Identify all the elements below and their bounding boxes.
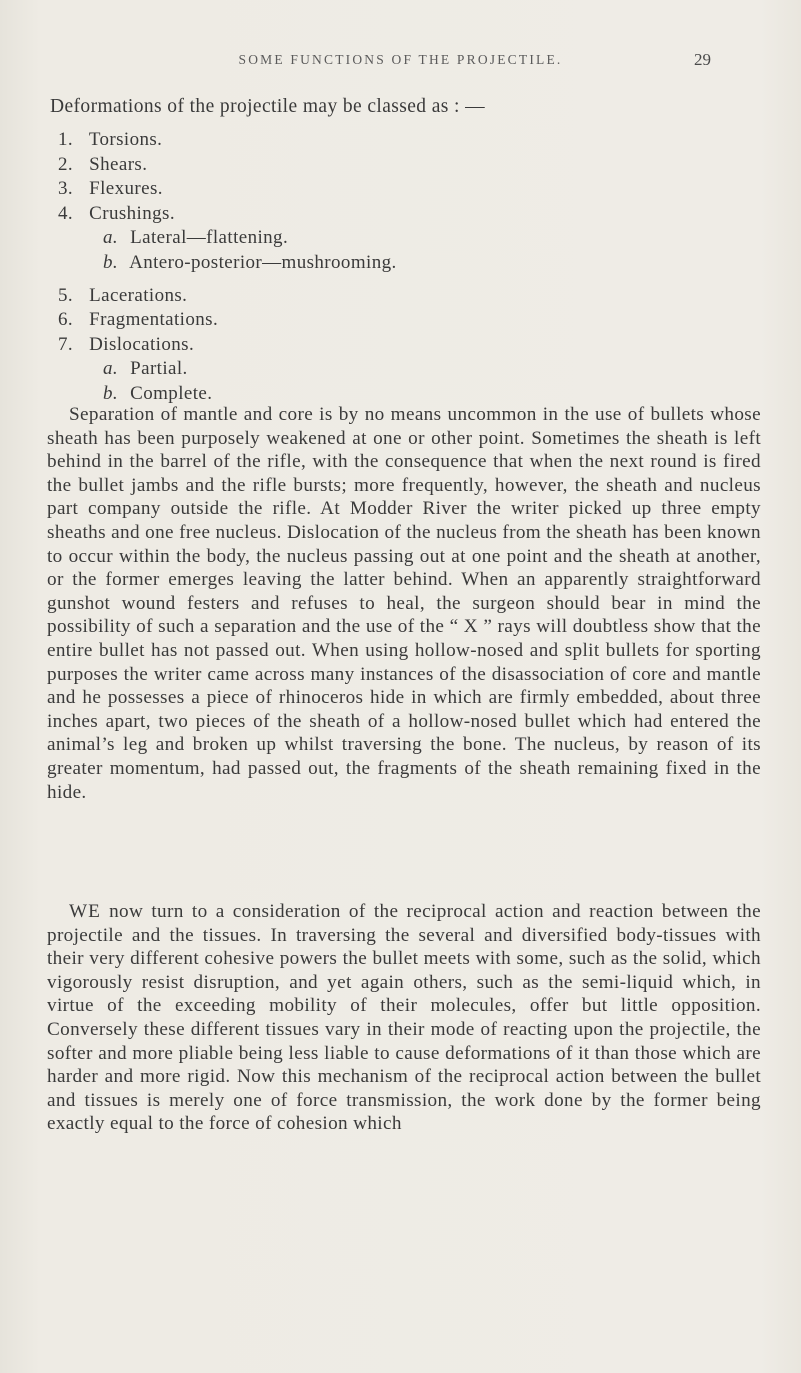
list-letter: a. [103, 358, 119, 380]
running-title: SOME FUNCTIONS OF THE PROJECTILE. [238, 52, 563, 67]
list-item [58, 153, 738, 178]
list-letter: a. [103, 227, 119, 249]
body-paragraph-separation: Separation of mantle and core is by no means uncommon in the use of bullets whose sheath has been purposely weakened at one or other point. Sometimes the sheath is left behind in the barrel of the rifle, with the consequence that when the next round is fired the bullet jambs and the rifle bursts; more frequently, however, the sheath and nucleus part company outside the rifle. At Modder River the writer picked up three empty sheaths and one free nucleus. Dislocation of the nucleus from the sheath has been known to occur within the body, the nucleus passing out at one point and the sheath at another, or the former emerges leaving the latter behind. When an apparently straightforward gunshot wound festers and refuses to heal, the surgeon should bear in mind the possibility of such a separation and the use of the “ X ” rays will doubtless show that the entire bullet has not passed out. When using hollow-nosed and split bullets for sporting purposes the writer came across many instances of the disassociation of core and mantle and he possesses a piece of rhinoceros hide in which are firmly embedded, about three inches apart, two pieces of the sheath of a hollow-nosed bullet which had entered the animal’s leg and broken up whilst traversing the bone. The nucleus, by reason of its greater momentum, had passed out, the fragments of the sheath remaining fixed in the hide. [47, 404, 761, 803]
list-label: Shears. [89, 153, 148, 175]
list-subitem [58, 251, 738, 276]
list-label: Lacerations. [89, 284, 188, 306]
list-item [58, 284, 738, 309]
list-letter: b. [103, 382, 119, 404]
list-label: Partial. [130, 358, 188, 380]
list-item [58, 202, 738, 227]
list-subitem [58, 226, 738, 251]
list-item [58, 128, 738, 153]
list-number: 5. [58, 284, 74, 306]
list-number: 2. [58, 153, 74, 175]
list-label: Crushings. [89, 202, 175, 224]
list-letter: b. [103, 251, 119, 273]
list-subitem [58, 357, 738, 382]
paragraph-lead-word: WE [69, 901, 101, 922]
list-number: 1. [58, 129, 74, 150]
page-number: 29 [694, 50, 711, 69]
list-number: 4. [58, 202, 74, 224]
paragraph-body-text: now turn to a consideration of the reciprocal action and reaction between the projectile and the tissues. In traversing the several and diversified body-tissues with their very different cohesive powers the bullet meets with some, such as the solid, which vigorously resist disruption, and yet again others, such as the semi-liquid which, in virtue of the exceeding mobility of their molecules, offer but little opposition. Conversely these different tissues vary in their mode of reacting upon the projectile, the softer and more pliable being less liable to cause deformations of it than those which are harder and more rigid. Now this mechanism of the reciprocal action between the bullet and tissues is merely one of force transmission, the work done by the former being exactly equal to the force of cohesion which [47, 901, 761, 1135]
list-number: 6. [58, 309, 74, 331]
list-label: Complete. [130, 382, 213, 404]
body-paragraph-reciprocal-action [47, 900, 761, 1136]
running-head [0, 52, 801, 82]
list-label: Antero-posterior—mushrooming. [129, 251, 397, 273]
list-label: Lateral—flattening. [130, 227, 289, 249]
list-label: Fragmentations. [89, 309, 219, 331]
list-intro: Deformations of the projectile may be classed as : — [50, 96, 486, 117]
list-label: Torsions. [88, 129, 163, 150]
list-number: 3. [58, 178, 74, 200]
deformation-list [58, 128, 738, 407]
list-item [58, 333, 738, 358]
list-item [58, 177, 738, 202]
list-number: 7. [58, 333, 74, 355]
list-item [58, 308, 738, 333]
list-label: Flexures. [89, 178, 163, 200]
list-label: Dislocations. [89, 333, 195, 355]
